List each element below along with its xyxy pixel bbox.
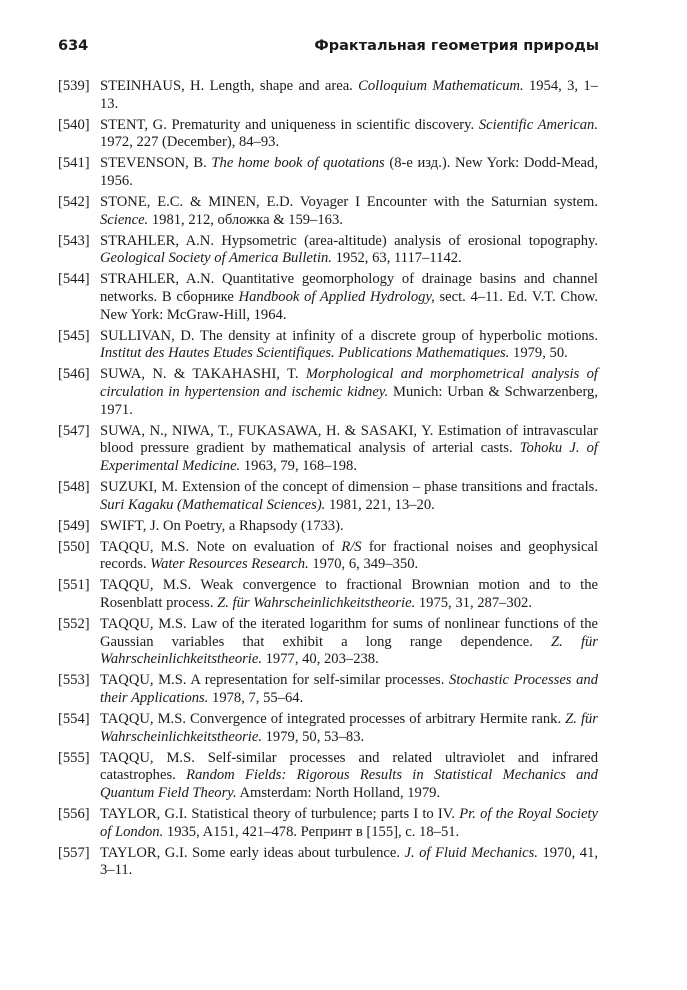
reference-segment: SWIFT, J. On Poetry, a Rhapsody (1733). [100, 517, 344, 534]
running-head [58, 36, 599, 56]
reference-number: [549] [58, 517, 90, 534]
reference-text [100, 271, 598, 324]
reference-number: [557] [58, 844, 90, 861]
reference-text [100, 518, 598, 536]
reference-number: [546] [58, 366, 90, 383]
reference-entry [58, 479, 598, 514]
reference-segment: TAQQU, M.S. Convergence of integrated processes of arbitrary Hermite rank. [100, 711, 566, 728]
reference-entry [58, 233, 598, 268]
reference-entry [58, 845, 598, 880]
reference-segment: Amsterdam: North Holland, 1979. [236, 784, 441, 801]
reference-entry [58, 672, 598, 707]
reference-text [100, 711, 598, 746]
reference-italic-segment: Handbook of Applied Hydrology, [238, 289, 435, 306]
reference-segment: TAQQU, M.S. A representation for self-similar processes. [100, 672, 450, 689]
reference-number: [553] [58, 672, 90, 689]
reference-segment: 1970, 41, 3–11. [100, 844, 599, 879]
reference-segment: STRAHLER, A.N. Hypsometric (area-altitude) analysis of erosional topography. [100, 232, 598, 249]
reference-segment: STENT, G. Prematurity and uniqueness in scientific discovery. [100, 116, 479, 133]
reference-number: [552] [58, 616, 90, 633]
reference-entry [58, 271, 598, 324]
reference-segment: 1979, 50. [509, 345, 568, 362]
reference-segment: 1963, 79, 168–198. [240, 457, 357, 474]
reference-text [100, 845, 598, 880]
reference-number: [556] [58, 806, 90, 823]
reference-italic-segment: Scientific American. [478, 116, 598, 133]
reference-number: [554] [58, 711, 90, 728]
reference-text [100, 577, 598, 612]
reference-segment: 1981, 221, 13–20. [325, 496, 435, 513]
reference-text [100, 233, 598, 268]
reference-text [100, 423, 598, 476]
reference-segment: SUWA, N. & TAKAHASHI, T. [100, 366, 306, 383]
reference-text [100, 750, 598, 803]
reference-entry [58, 155, 598, 190]
reference-segment: SULLIVAN, D. The density at infinity of a discrete group of hyperbolic motions. [100, 327, 598, 344]
reference-italic-segment: Stochastic Processes and their Applications. [100, 672, 598, 706]
reference-segment: STEVENSON, B. [100, 155, 212, 172]
reference-italic-segment: Pr. of the Royal Society of London. [100, 806, 598, 840]
reference-entry [58, 423, 598, 476]
reference-italic-segment: Institut des Hautes Etudes Scientifiques. Publications Mathematiques. [100, 345, 510, 362]
reference-segment: 1979, 50, 53–83. [261, 728, 365, 745]
reference-entry [58, 366, 598, 419]
reference-number: [551] [58, 577, 90, 594]
reference-number: [543] [58, 232, 90, 249]
reference-italic-segment: Tohoku J. of Experimental Medicine. [100, 440, 598, 474]
reference-number: [541] [58, 155, 90, 172]
reference-segment: 1935, A151, 421–478. Репринт в [155], с. 18–51. [163, 823, 460, 840]
reference-italic-segment: R/S [341, 538, 362, 555]
reference-italic-segment: Water Resources Research. [150, 556, 309, 573]
reference-segment: 1970, 6, 349–350. [308, 556, 419, 573]
reference-segment: TAQQU, M.S. Self-similar processes and related ultraviolet and infrared catastrophes. [100, 749, 598, 784]
reference-entry [58, 78, 598, 113]
reference-entry [58, 577, 598, 612]
reference-italic-segment: Random Fields: Rigorous Results in Statistical Mechanics and Quantum Field Theory. [100, 767, 598, 801]
reference-entry [58, 539, 598, 574]
reference-segment: 1952, 63, 1117–1142. [331, 250, 462, 267]
reference-text [100, 194, 598, 229]
reference-italic-segment: Suri Kagaku (Mathematical Sciences). [100, 496, 326, 513]
reference-segment: TAYLOR, G.I. Some early ideas about turbulence. [100, 844, 405, 861]
reference-number: [540] [58, 116, 90, 133]
reference-segment: 1972, 227 (December), 84–93. [100, 134, 280, 151]
reference-italic-segment: J. of Fluid Mechanics. [404, 844, 538, 861]
reference-italic-segment: Colloquium Mathematicum. [358, 78, 524, 94]
reference-segment: 1975, 31, 287–302. [415, 595, 532, 612]
reference-text [100, 78, 598, 113]
reference-italic-segment: Morphological and morphometrical analysis of circulation in hypertension and ischemic kidney. [100, 366, 598, 400]
reference-text [100, 616, 598, 669]
reference-segment: TAQQU, M.S. Law of the iterated logarithm for sums of nonlinear functions of the Gaussian variables that exhibit a long range dependence. [100, 616, 598, 650]
reference-entry [58, 806, 598, 841]
reference-text [100, 117, 598, 152]
reference-segment: STEINHAUS, H. Length, shape and area. [100, 78, 359, 94]
reference-number: [548] [58, 478, 90, 495]
reference-segment: TAYLOR, G.I. Statistical theory of turbulence; parts I to IV. [100, 806, 460, 823]
reference-text [100, 806, 598, 841]
reference-number: [539] [58, 78, 90, 94]
reference-entry [58, 711, 598, 746]
reference-text [100, 155, 598, 190]
reference-segment: 1978, 7, 55–64. [208, 690, 304, 706]
reference-text [100, 479, 598, 514]
reference-segment: sect. 4–11. Ed. V.T. Chow. New York: McGraw-Hill, 1964. [100, 289, 598, 323]
reference-list [58, 78, 598, 883]
reference-number: [555] [58, 749, 90, 766]
reference-number: [544] [58, 271, 90, 288]
reference-segment: 1954, 3, 1–13. [100, 78, 598, 112]
reference-italic-segment: Science. [100, 211, 149, 228]
reference-italic-segment: Geological Society of America Bulletin. [100, 250, 332, 267]
reference-segment: 1977, 40, 203–238. [261, 651, 379, 668]
reference-text [100, 539, 598, 574]
reference-text [100, 672, 598, 707]
reference-segment: 1981, 212, обложка & 159–163. [148, 211, 343, 228]
reference-text [100, 328, 598, 363]
reference-entry [58, 328, 598, 363]
running-title: Фрактальная геометрия природы [314, 38, 599, 54]
reference-segment: (8-е изд.). New York: Dodd-Mead, 1956. [100, 155, 598, 189]
reference-segment: TAQQU, M.S. Weak convergence to fractional Brownian motion and to the Rosenblatt process. [100, 577, 598, 612]
reference-segment: for fractional noises and geophysical records. [100, 538, 598, 573]
reference-italic-segment: Z. für Wahrscheinlichkeitstheorie. [100, 711, 598, 745]
reference-segment: SUWA, N., NIWA, T., FUKASAWA, H. & SASAKI, Y. Estimation of intravascular blood pressure gradient by mathematical analysis of arterial casts. [100, 422, 598, 457]
reference-italic-segment: The home book of quotations [211, 155, 385, 172]
reference-number: [542] [58, 194, 90, 211]
reference-segment: Munich: Urban & Schwarzenberg, 1971. [100, 384, 598, 418]
reference-entry [58, 117, 598, 152]
reference-text [100, 366, 598, 419]
reference-segment: SUZUKI, M. Extension of the concept of dimension – phase transitions and fractals. [100, 478, 598, 495]
reference-segment: STONE, E.C. & MINEN, E.D. Voyager I Encounter with the Saturnian system. [100, 194, 598, 211]
page-number: 634 [58, 38, 89, 54]
reference-number: [550] [58, 538, 90, 555]
reference-entry [58, 750, 598, 803]
reference-italic-segment: Z. für Wahrscheinlichkeitstheorie. [217, 595, 416, 612]
reference-entry [58, 518, 598, 536]
reference-italic-segment: Z. für Wahrscheinlichkeitstheorie. [100, 633, 598, 668]
reference-segment: TAQQU, M.S. Note on evaluation of [100, 538, 342, 555]
reference-segment: STRAHLER, A.N. Quantitative geomorphology of drainage basins and channel networks. В сборнике [100, 271, 598, 306]
reference-entry [58, 616, 598, 669]
reference-number: [547] [58, 422, 90, 439]
reference-entry [58, 194, 598, 229]
reference-number: [545] [58, 327, 90, 344]
